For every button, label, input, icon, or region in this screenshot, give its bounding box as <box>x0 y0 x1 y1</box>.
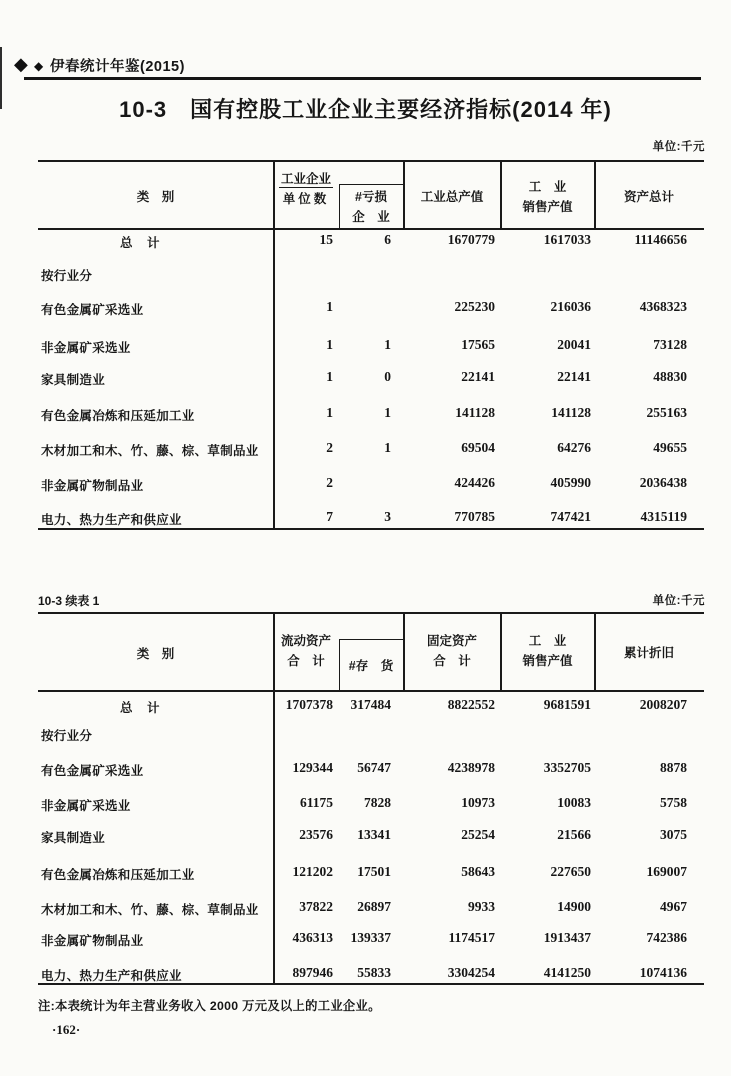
cell-c3: 3304254 <box>447 965 495 980</box>
row-label: 非金属矿采选业 <box>41 799 131 813</box>
cell-c4: 4141250 <box>543 965 591 980</box>
cell-c4: 216036 <box>550 299 591 314</box>
header-category: 类 别 <box>136 647 175 661</box>
cell-c2: 317484 <box>350 697 391 712</box>
table-row <box>38 475 704 495</box>
cell-c1: 897946 <box>292 965 333 980</box>
table-row <box>38 930 704 950</box>
cell-c1: 129344 <box>292 760 333 775</box>
table-row <box>38 509 704 529</box>
yearbook-banner-title: 伊春统计年鉴(2015) <box>50 59 185 75</box>
cell-c1: 1 <box>326 337 333 352</box>
cell-c5: 2008207 <box>639 697 687 712</box>
page-title: 10-3 国有控股工业企业主要经济指标(2014 年) <box>119 97 612 122</box>
cell-c2: 3 <box>384 509 391 524</box>
row-label: 有色金属矿采选业 <box>41 303 144 317</box>
cell-c4: 21566 <box>557 827 591 842</box>
header-loss-enterprises <box>339 187 403 227</box>
diamond-icon: ◆ <box>14 54 28 74</box>
table-row <box>38 299 704 319</box>
header-loss-line1: #亏损 <box>355 190 387 204</box>
cell-c2: 13341 <box>357 827 391 842</box>
cell-c2: 1 <box>384 337 391 352</box>
table-header-divider <box>38 228 704 230</box>
cell-c2: 1 <box>384 440 391 455</box>
table-row <box>38 440 704 460</box>
header-gross-output: 工业总产值 <box>420 190 484 204</box>
cell-c5: 11146656 <box>634 232 687 247</box>
table-row <box>38 405 704 425</box>
cell-c5: 169007 <box>646 864 687 879</box>
row-label: 木材加工和木、竹、藤、棕、草制品业 <box>41 444 259 458</box>
header-fixed-assets <box>404 631 500 671</box>
row-label: 按行业分 <box>41 729 93 743</box>
cell-c2: 17501 <box>357 864 391 879</box>
cell-c3: 1174517 <box>448 930 495 945</box>
header-sales-line2: 销售产值 <box>522 654 573 668</box>
unit-label-continuation: 单位:千元 <box>652 595 705 607</box>
header-loss-line2: 企 业 <box>352 210 390 224</box>
cell-c5: 255163 <box>646 405 687 420</box>
unit-label-top: 单位:千元 <box>652 141 705 153</box>
cell-c4: 10083 <box>557 795 591 810</box>
diamond-small-icon: ◆ <box>34 59 44 73</box>
table-header-divider <box>38 690 704 692</box>
cell-c3: 8822552 <box>447 697 495 712</box>
header-enterprise-units <box>274 169 338 209</box>
cell-c3: 22141 <box>461 369 495 384</box>
header-current-assets-line1: 流动资产 <box>280 634 331 648</box>
table-row <box>38 265 704 285</box>
cell-c3: 69504 <box>461 440 495 455</box>
header-category: 类 别 <box>136 190 175 204</box>
header-total-assets: 资产总计 <box>623 190 674 204</box>
cell-c3: 4238978 <box>447 760 495 775</box>
cell-c5: 3075 <box>660 827 687 842</box>
cell-c2: 6 <box>384 232 391 247</box>
cell-c4: 1913437 <box>543 930 591 945</box>
table-row <box>38 827 704 847</box>
cell-c1: 436313 <box>292 930 333 945</box>
cell-c3: 17565 <box>461 337 495 352</box>
cell-c3: 25254 <box>461 827 495 842</box>
row-label: 非金属矿采选业 <box>41 341 131 355</box>
cell-c3: 770785 <box>454 509 495 524</box>
cell-c2: 55833 <box>357 965 391 980</box>
cell-c1: 1 <box>326 299 333 314</box>
row-label: 有色金属冶炼和压延加工业 <box>41 409 195 423</box>
row-label: 木材加工和木、竹、藤、棕、草制品业 <box>41 903 259 917</box>
cell-c3: 1670779 <box>447 232 495 247</box>
table-main-indicators <box>38 160 704 530</box>
table-row <box>38 795 704 815</box>
cell-c4: 1617033 <box>543 232 591 247</box>
cell-c4: 3352705 <box>543 760 591 775</box>
cell-c4: 747421 <box>550 509 591 524</box>
header-sales-output <box>501 631 594 671</box>
cell-c2: 56747 <box>357 760 391 775</box>
banner-divider <box>24 77 701 80</box>
cell-c5: 742386 <box>646 930 687 945</box>
cell-c3: 9933 <box>468 899 495 914</box>
cell-c5: 49655 <box>653 440 687 455</box>
row-label: 家具制造业 <box>41 373 106 387</box>
cell-c2: 0 <box>384 369 391 384</box>
cell-c1: 7 <box>326 509 333 524</box>
row-label: 电力、热力生产和供应业 <box>41 513 182 527</box>
header-sales-line1: 工 业 <box>528 180 567 194</box>
cell-c4: 405990 <box>550 475 591 490</box>
header-fixed-assets-line2: 合 计 <box>433 654 471 668</box>
row-label: 非金属矿物制品业 <box>41 934 144 948</box>
table-footnote: 注:本表统计为年主营业务收入 2000 万元及以上的工业企业。 <box>38 999 381 1013</box>
row-label: 有色金属冶炼和压延加工业 <box>41 868 195 882</box>
cell-c3: 58643 <box>461 864 495 879</box>
header-enterprise-units-line1: 工业企业 <box>280 172 331 186</box>
cell-c5: 4315119 <box>640 509 687 524</box>
cell-c4: 22141 <box>557 369 591 384</box>
table-row <box>38 864 704 884</box>
table-row <box>38 697 704 717</box>
header-sales-output <box>501 177 594 217</box>
header-current-assets <box>274 631 338 671</box>
cell-c1: 1 <box>326 369 333 384</box>
cell-c3: 10973 <box>461 795 495 810</box>
table-row <box>38 725 704 745</box>
cell-c5: 48830 <box>653 369 687 384</box>
cell-c4: 227650 <box>550 864 591 879</box>
table-row <box>38 369 704 389</box>
cell-c5: 4967 <box>660 899 687 914</box>
cell-c1: 37822 <box>299 899 333 914</box>
cell-c1: 1707378 <box>285 697 333 712</box>
cell-c1: 2 <box>326 475 333 490</box>
table-row <box>38 337 704 357</box>
cell-c4: 64276 <box>557 440 591 455</box>
cell-c1: 61175 <box>299 795 333 810</box>
cell-c4: 141128 <box>551 405 591 420</box>
header-enterprise-units-line2: 单位数 <box>282 192 330 206</box>
cell-c5: 2036438 <box>639 475 687 490</box>
row-label: 总 计 <box>120 701 161 715</box>
cell-c4: 20041 <box>557 337 591 352</box>
cell-c5: 8878 <box>660 760 687 775</box>
cell-c5: 73128 <box>653 337 687 352</box>
cell-c2: 7828 <box>364 795 391 810</box>
cell-c4: 14900 <box>557 899 591 914</box>
header-inventory <box>339 656 403 676</box>
cell-c1: 121202 <box>292 864 333 879</box>
page-number: ·162· <box>52 1022 81 1037</box>
cell-c1: 1 <box>326 405 333 420</box>
row-label: 电力、热力生产和供应业 <box>41 969 182 983</box>
table-row <box>38 232 704 252</box>
cell-c1: 15 <box>319 232 333 247</box>
row-label: 按行业分 <box>41 269 93 283</box>
cell-c1: 2 <box>326 440 333 455</box>
cell-c1: 23576 <box>299 827 333 842</box>
header-inventory-line1: #存 货 <box>348 659 394 673</box>
row-label: 总 计 <box>120 236 161 250</box>
header-fixed-assets-line1: 固定资产 <box>426 634 477 648</box>
cell-c3: 424426 <box>454 475 495 490</box>
cell-c5: 1074136 <box>639 965 687 980</box>
table-row <box>38 760 704 780</box>
continuation-label: 10-3 续表 1 <box>38 594 100 608</box>
header-accumulated-depreciation: 累计折旧 <box>623 646 674 660</box>
row-label: 有色金属矿采选业 <box>41 764 144 778</box>
row-label: 非金属矿物制品业 <box>41 479 144 493</box>
row-label: 家具制造业 <box>41 831 106 845</box>
header-sales-line1: 工 业 <box>528 634 567 648</box>
cell-c3: 141128 <box>455 405 495 420</box>
table-continued-indicators <box>38 612 704 985</box>
cell-c2: 1 <box>384 405 391 420</box>
cell-c5: 4368323 <box>639 299 687 314</box>
header-current-assets-line2: 合 计 <box>287 654 325 668</box>
cell-c3: 225230 <box>454 299 495 314</box>
header-sales-line2: 销售产值 <box>522 200 573 214</box>
cell-c2: 139337 <box>350 930 391 945</box>
cell-c2: 26897 <box>357 899 391 914</box>
table-row <box>38 899 704 919</box>
cell-c4: 9681591 <box>543 697 591 712</box>
table-row <box>38 965 704 985</box>
cell-c5: 5758 <box>660 795 687 810</box>
